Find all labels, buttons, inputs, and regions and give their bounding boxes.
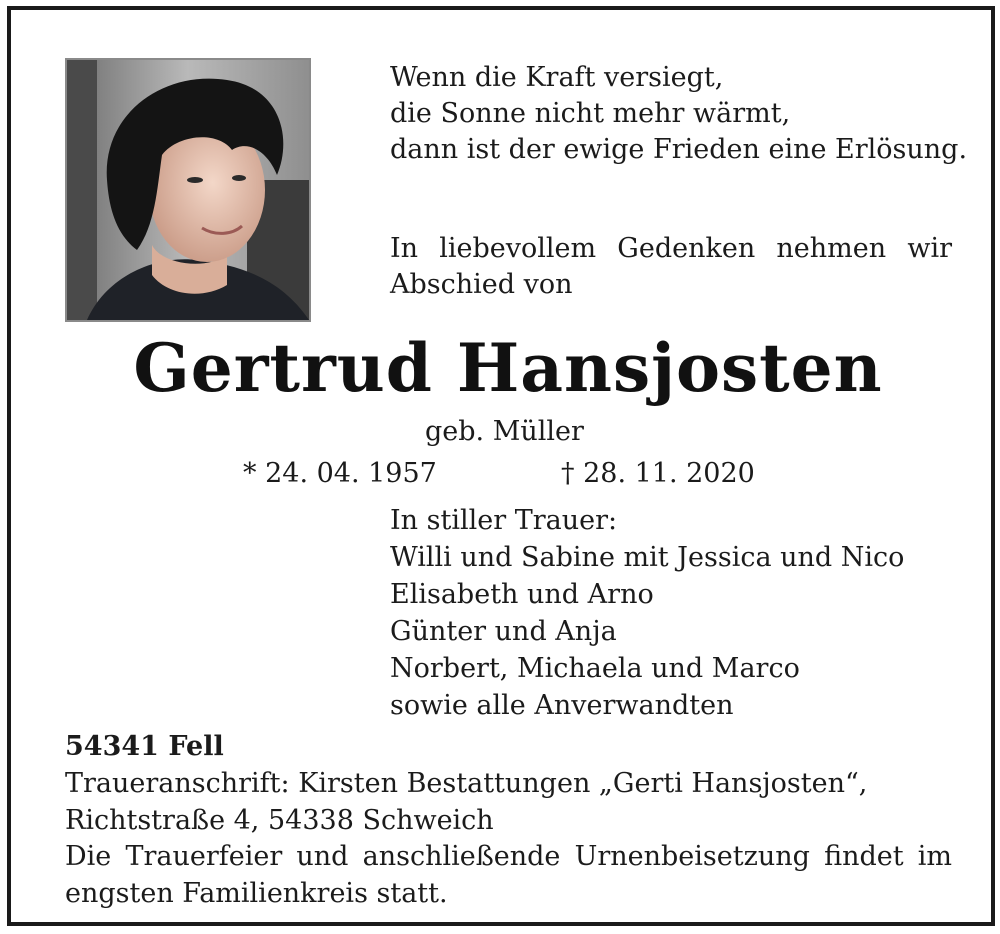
birth-date: * 24. 04. 1957 — [243, 458, 437, 489]
intro-text — [390, 231, 952, 303]
poem — [390, 60, 967, 168]
mourning-address — [65, 766, 867, 840]
mourner-line: Willi und Sabine mit Jessica und Nico — [390, 542, 905, 573]
mourner-line: Norbert, Michaela und Marco — [390, 653, 800, 684]
birth-name: geb. Müller — [425, 416, 584, 447]
ceremony-notice — [65, 839, 952, 912]
mourner-line: Günter und Anja — [390, 616, 617, 647]
mourner-line: sowie alle Anverwandten — [390, 690, 734, 721]
place: 54341 Fell — [65, 731, 224, 762]
death-date: † 28. 11. 2020 — [561, 458, 755, 489]
ceremony-line: Die Trauerfeier und anschließende Urnenbeisetzung findet im — [65, 841, 952, 872]
portrait-photo — [65, 58, 311, 322]
intro-line: Abschied von — [390, 269, 573, 300]
poem-line: die Sonne nicht mehr wärmt, — [390, 98, 791, 129]
address-line: Traueranschrift: Kirsten Bestattungen „Gerti Hansjosten“, — [65, 768, 868, 799]
mourners-heading: In stiller Trauer: — [390, 505, 618, 536]
obituary-frame — [7, 6, 995, 926]
address-line: Richtstraße 4, 54338 Schweich — [65, 805, 494, 836]
mourners-list — [390, 503, 904, 725]
mourner-line: Elisabeth und Arno — [390, 579, 654, 610]
poem-line: dann ist der ewige Frieden eine Erlösung. — [390, 134, 968, 165]
ceremony-line: engsten Familienkreis statt. — [65, 878, 448, 909]
intro-line: In liebevollem Gedenken nehmen wir — [390, 233, 952, 264]
poem-line: Wenn die Kraft versiegt, — [390, 62, 724, 93]
deceased-name: Gertrud Hansjosten — [133, 329, 883, 407]
